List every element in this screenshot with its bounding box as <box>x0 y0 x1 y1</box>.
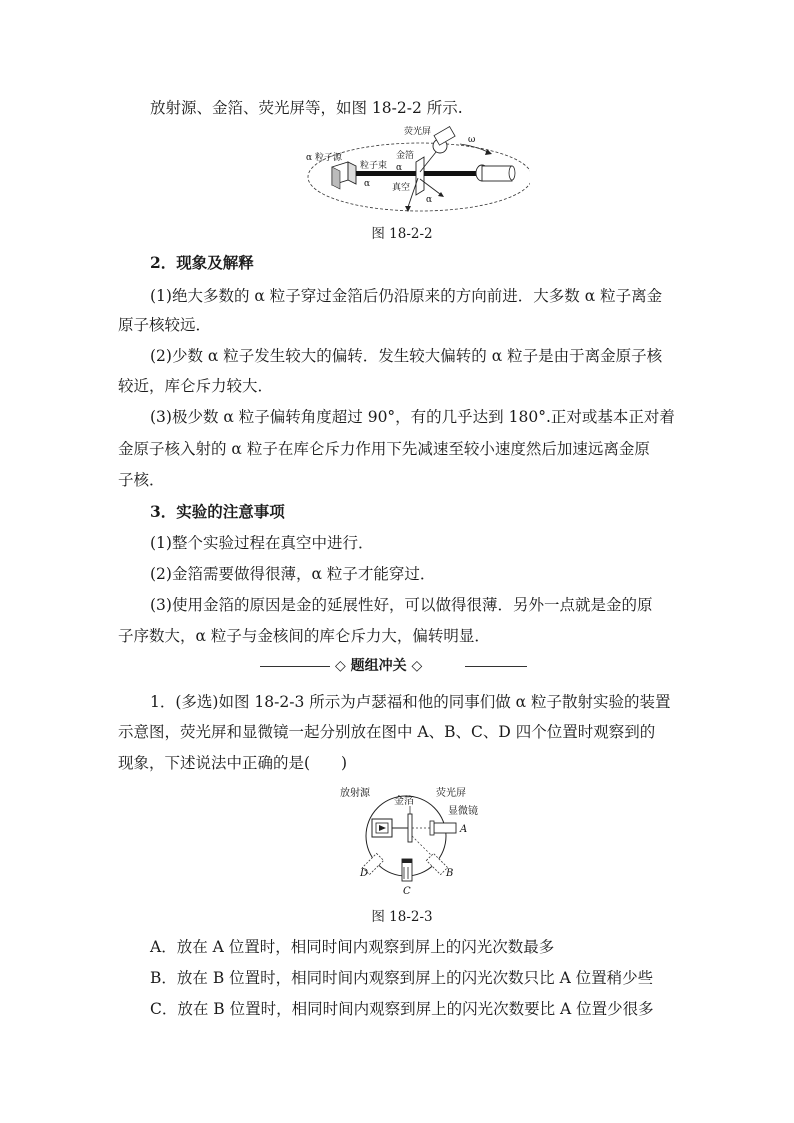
label-c: C <box>403 886 411 897</box>
section2-p3-line1: (3)极少数 α 粒子偏转角度超过 90°，有的几乎达到 180°.正对或基本正对着 <box>150 408 675 426</box>
label-b: B <box>446 868 454 879</box>
section2-p1-line1: (1)绝大多数的 α 粒子穿过金箔后仍沿原来的方向前进．大多数 α 粒子离金 <box>150 287 663 305</box>
screen-top <box>433 127 455 153</box>
label-source-2: 放射源 <box>340 788 370 799</box>
option-c: C．放在 B 位置时，相同时间内观察到屏上的闪光次数要比 A 位置少很多 <box>150 1000 654 1018</box>
particle-beam <box>356 171 416 176</box>
section3-item2: (2)金箔需要做得很薄，α 粒子才能穿过． <box>150 565 436 583</box>
gold-foil-2 <box>408 814 412 842</box>
figure-18-2-3 <box>336 784 496 900</box>
label-alpha-2: α <box>426 195 433 205</box>
option-b: B．放在 B 位置时，相同时间内观察到屏上的闪光次数只比 A 位置稍少些 <box>150 969 654 987</box>
section2-p2-line1: (2)少数 α 粒子发生较大的偏转．发生较大偏转的 α 粒子是由于离金原子核 <box>150 347 663 365</box>
option-a: A．放在 A 位置时，相同时间内观察到屏上的闪光次数最多 <box>150 938 555 956</box>
label-foil-2: 金箔 <box>394 796 414 807</box>
label-screen: 荧光屏 <box>404 127 432 137</box>
label-d: D <box>360 868 369 879</box>
divider-rule-left <box>260 666 330 667</box>
microscope-c <box>402 859 412 881</box>
radiation-source <box>372 819 392 837</box>
section2-p1-line2: 原子核较远． <box>118 316 212 334</box>
section2-p2-line2: 较近，库仑斥力较大． <box>118 377 274 395</box>
section3-item1: (1)整个实验过程在真空中进行． <box>150 534 374 552</box>
section3-heading: 3．实验的注意事项 <box>150 502 285 521</box>
intro-line: 放射源、金箔、荧光屏等，如图 18-2-2 所示. <box>150 99 463 117</box>
label-microscope: 显微镜 <box>448 806 478 817</box>
figure1-caption: 图 18-2-2 <box>371 226 433 242</box>
label-foil: 金箔 <box>396 151 415 161</box>
gold-foil <box>416 157 424 195</box>
transmitted-beam <box>424 171 479 176</box>
section3-item3-line2: 子序数大，α 粒子与金核间的库仑斥力大，偏转明显． <box>118 627 490 645</box>
label-omega: ω <box>468 135 476 145</box>
divider-rule-right <box>465 666 527 667</box>
figure2-caption: 图 18-2-3 <box>371 909 433 925</box>
microscope-a <box>430 821 456 835</box>
alpha-source-box <box>332 162 356 189</box>
section-divider <box>260 656 530 676</box>
label-beam: 粒子束 <box>360 161 388 171</box>
label-source: α 粒子源 <box>306 153 342 163</box>
label-vacuum: 真空 <box>392 183 411 193</box>
section3-item3-line1: (3)使用金箔的原因是金的延展性好，可以做得很薄．另外一点就是金的原 <box>150 596 653 614</box>
label-screen-2: 荧光屏 <box>436 788 466 799</box>
label-a: A <box>460 824 468 835</box>
question1-line2: 示意图，荧光屏和显微镜一起分别放在图中 A、B、C、D 四个位置时观察到的 <box>118 723 656 741</box>
divider-label: ◇ 题组冲关 ◇ <box>335 658 423 674</box>
figure-18-2-2 <box>300 122 530 217</box>
question1-line3: 现象，下述说法中正确的是( ) <box>118 754 348 772</box>
question1-line1: 1．(多选)如图 18-2-3 所示为卢瑟福和他的同事们做 α 粒子散射实验的装置 <box>150 693 671 711</box>
label-alpha-3: α <box>396 163 403 173</box>
section2-p3-line3: 子核． <box>118 471 165 489</box>
label-alpha-1: α <box>364 179 371 189</box>
microscope-right <box>476 165 515 181</box>
section2-p3-line2: 金原子核入射的 α 粒子在库仑斥力作用下先减速至较小速度然后加速远离金原 <box>118 440 650 458</box>
section2-heading: 2．现象及解释 <box>150 253 254 272</box>
